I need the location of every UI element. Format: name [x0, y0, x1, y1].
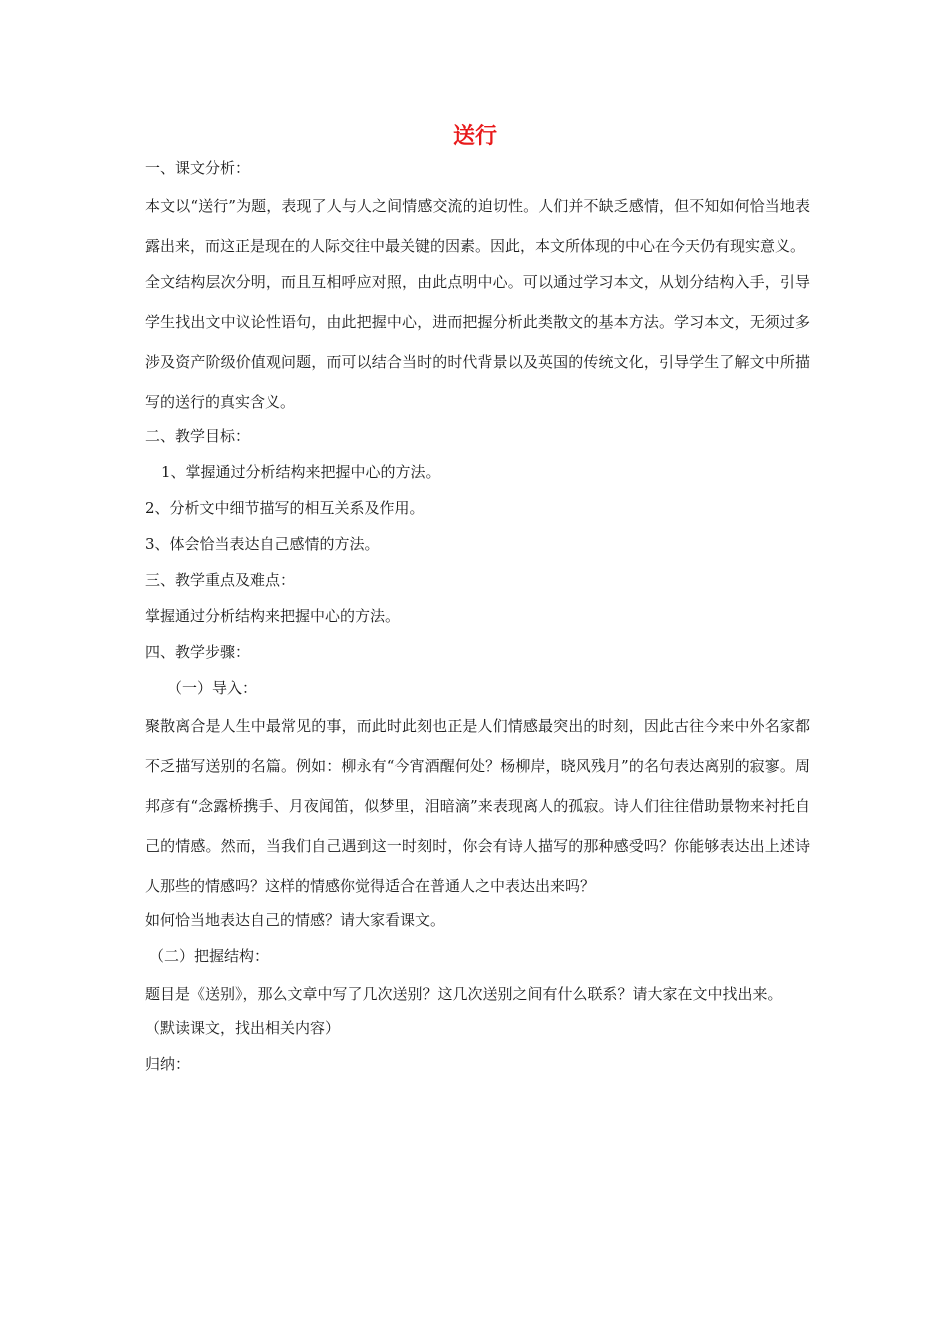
step-1-heading: （一）导入：: [167, 679, 258, 697]
analysis-paragraph-2: 全文结构层次分明，而且互相呼应对照，由此点明中心。可以通过学习本文，从划分结构入手，引导学生找出文中议论性语句，由此把握中心，进而把握分析此类散文的基本方法。学习本文，无须过多涉及资产阶级价值观问题，而可以结合当时的时代背景以及英国的传统文化，引导学生了解文中所描写的送行的真实含义。: [145, 273, 810, 411]
document-body: [145, 150, 810, 1082]
goal-item-1: 1、掌握通过分析结构来把握中心的方法。: [161, 463, 441, 481]
step-2-note: （默读课文，找出相关内容）: [145, 1019, 341, 1037]
step-2-paragraph: 题目是《送别》，那么文章中写了几次送别？这几次送别之间有什么联系？请大家在文中找出来。: [145, 985, 783, 1003]
section-heading-steps: 四、教学步骤：: [145, 643, 251, 661]
section-heading-key-points: 三、教学重点及难点：: [145, 571, 296, 589]
goal-item-2: 2、分析文中细节描写的相互关系及作用。: [145, 499, 425, 517]
goal-item-3: 3、体会恰当表达自己感情的方法。: [145, 535, 380, 553]
section-heading-analysis: 一、课文分析：: [145, 159, 251, 177]
section-heading-goals: 二、教学目标：: [145, 427, 251, 445]
step-2-heading: （二）把握结构：: [149, 947, 270, 965]
step-1-paragraph: 聚散离合是人生中最常见的事，而此时此刻也正是人们情感最突出的时刻，因此古往今来中外名家都不乏描写送别的名篇。例如：柳永有“今宵酒醒何处？杨柳岸，晓风残月”的名句表达离别的寂寥。周邦彦有“念露桥携手、月夜闻笛，似梦里，泪暗滴”来表现离人的孤寂。诗人们往往借助景物来衬托自己的情感。然而，当我们自己遇到这一时刻时，你会有诗人描写的那种感受吗？你能够表达出上述诗人那些的情感吗？这样的情感你觉得适合在普通人之中表达出来吗？: [145, 717, 810, 895]
summary-label: 归纳：: [145, 1055, 191, 1073]
document-title: 送行: [452, 124, 497, 149]
key-points-text: 掌握通过分析结构来把握中心的方法。: [145, 607, 401, 625]
step-1-question: 如何恰当地表达自己的情感？请大家看课文。: [145, 911, 446, 929]
analysis-paragraph-1: 本文以“送行”为题，表现了人与人之间情感交流的迫切性。人们并不缺乏感情，但不知如何恰当地表露出来，而这正是现在的人际交往中最关键的因素。因此，本文所体现的中心在今天仍有现实意义。: [145, 197, 810, 255]
